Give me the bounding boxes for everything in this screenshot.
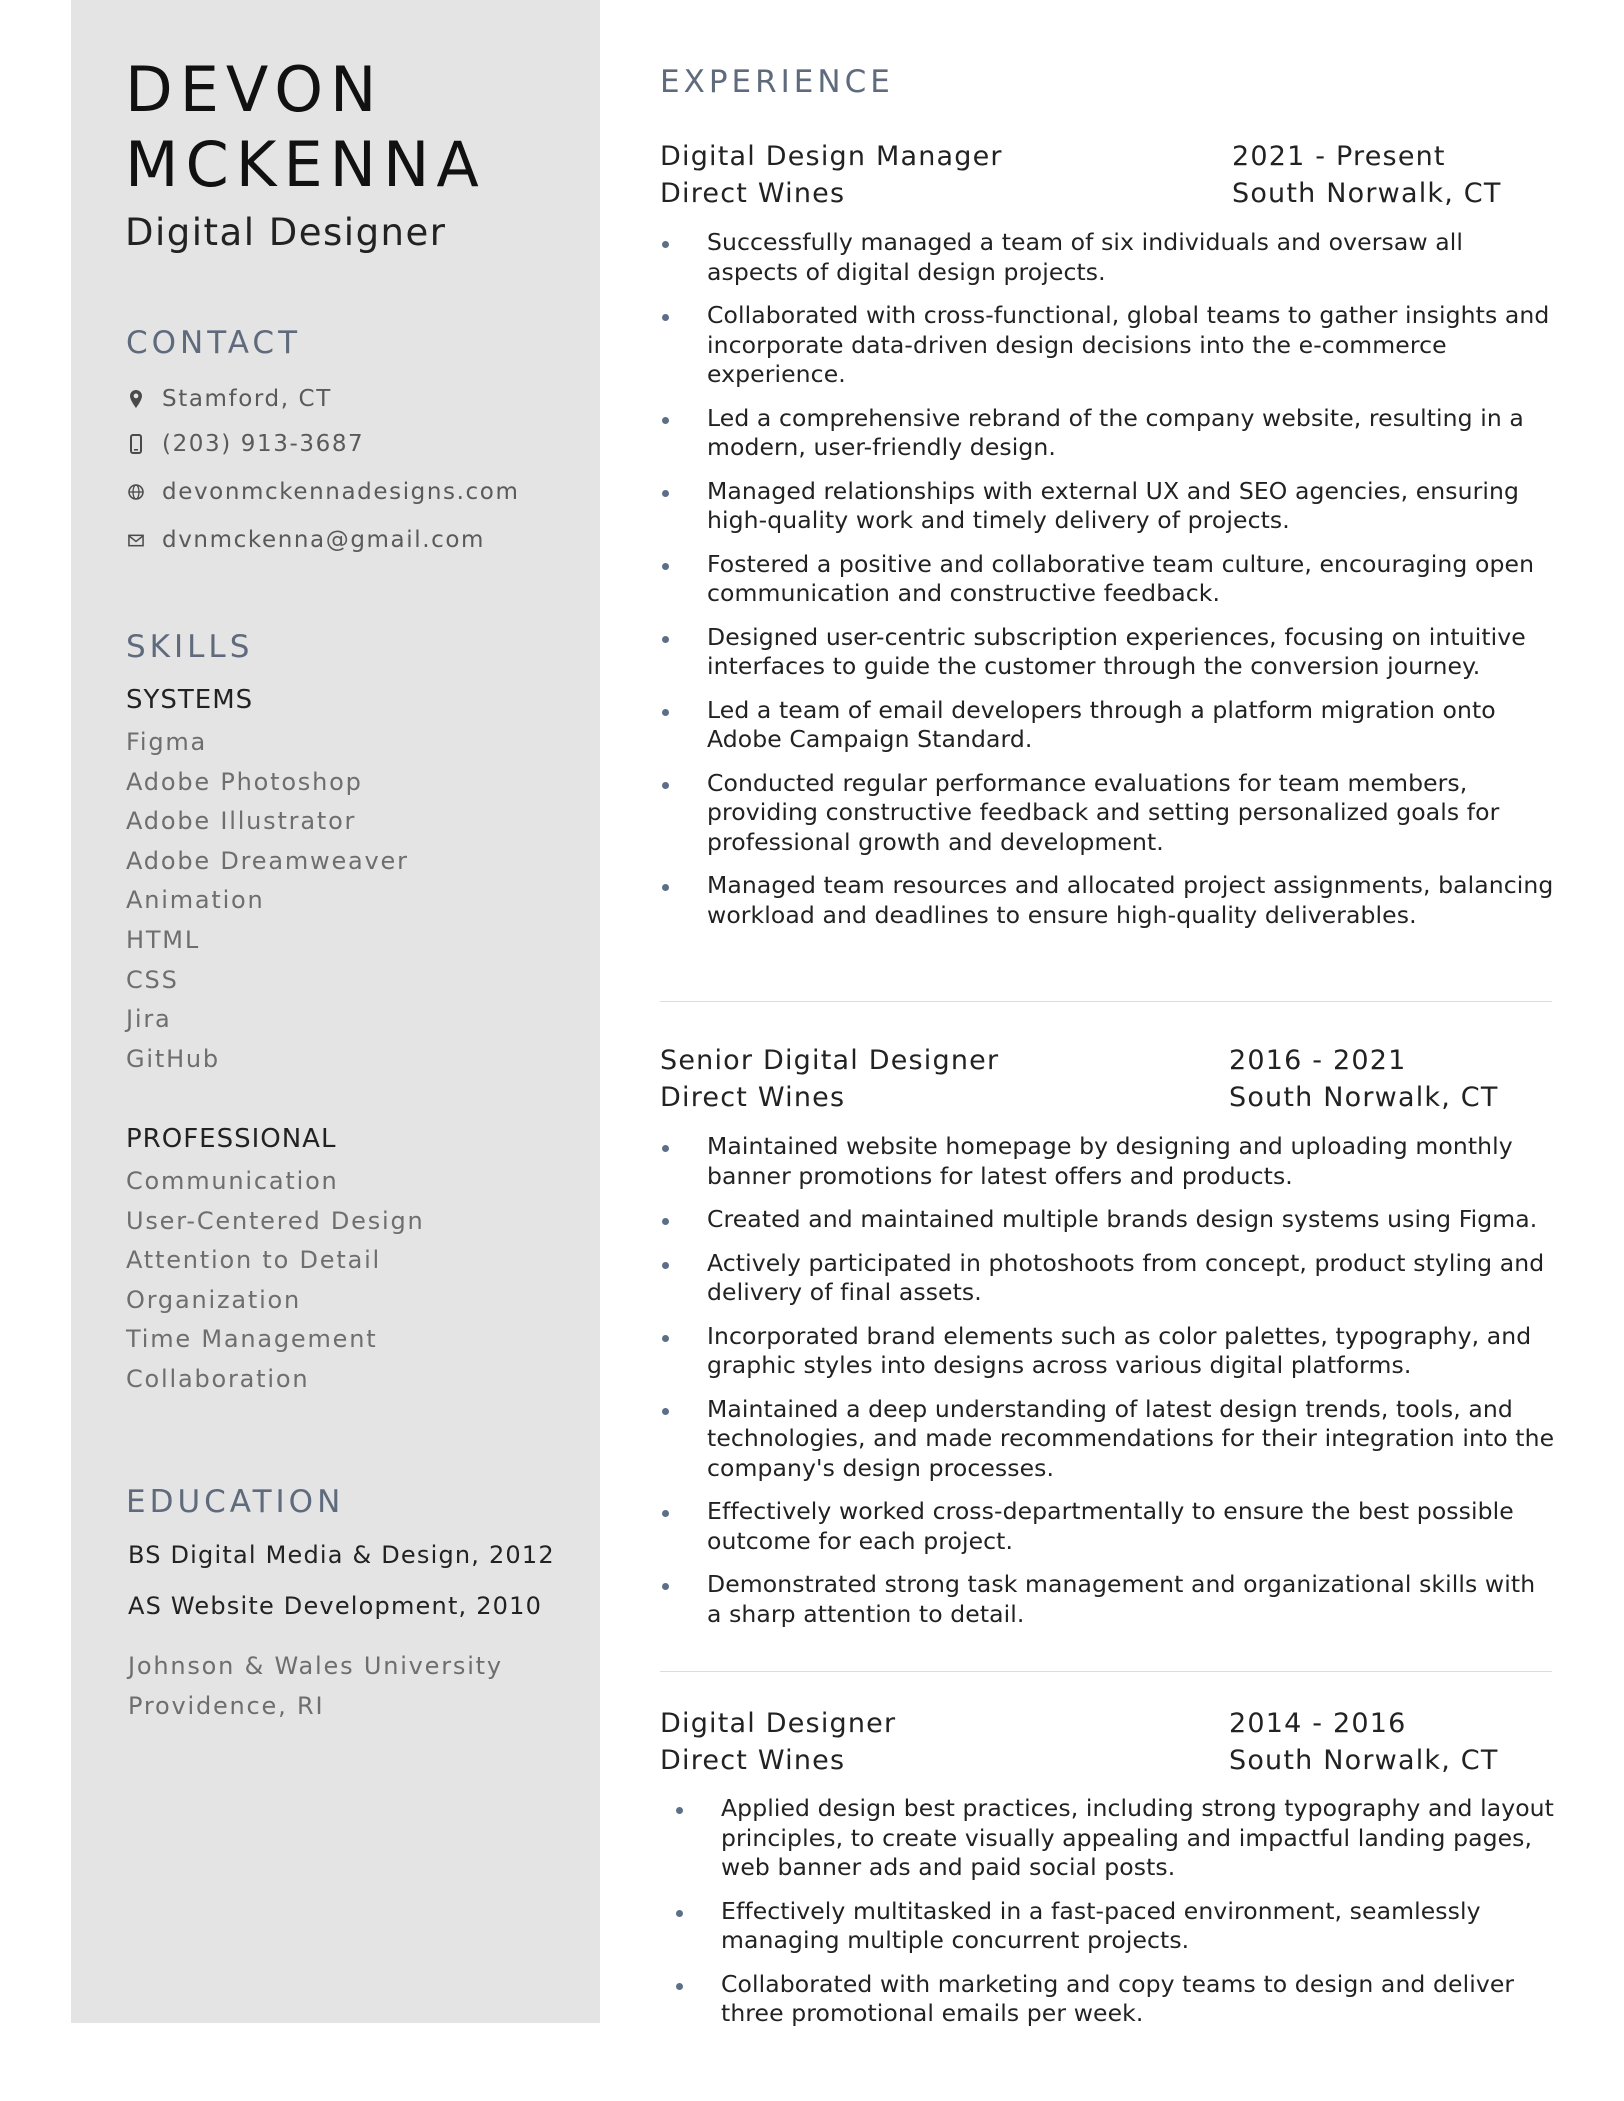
job-location: South Norwalk, CT [1232,178,1502,209]
skill-item: Adobe Illustrator [126,807,357,836]
job-bullet: Incorporated brand elements such as color palettes, typography, and graphic styles into designs across various digital platforms. [707,1322,1557,1381]
skill-item: Organization [126,1285,302,1314]
website-link[interactable]: devonmckennadesigns.com [162,479,520,505]
experience-heading: EXPERIENCE [660,64,894,100]
job-company: Direct Wines [660,178,846,209]
job-bullet: Managed team resources and allocated project assignments, balancing workload and deadlines to ensure high-quality deliverables. [707,871,1557,930]
job-bullet: Applied design best practices, including strong typography and layout principles, to create visually appealing and impactful landing pages, web banner ads and paid social posts. [721,1794,1557,1883]
skill-item: HTML [126,925,200,954]
job-location: South Norwalk, CT [1229,1082,1499,1113]
skill-item: Time Management [126,1325,378,1354]
skill-item: CSS [126,965,179,994]
job-bullet: Demonstrated strong task management and organizational skills with a sharp attention to detail. [707,1570,1557,1629]
job-bullet: Maintained website homepage by designing and uploading monthly banner promotions for latest offers and products. [707,1132,1557,1191]
job-dates: 2021 - Present [1232,141,1446,172]
job-bullet: Collaborated with cross-functional, global teams to gather insights and incorporate data-driven design decisions into the e-commerce experience. [707,301,1557,390]
job-bullet-list [707,228,1557,944]
skill-item: Animation [126,886,265,915]
professional-subheading: PROFESSIONAL [126,1124,337,1154]
skill-item: Collaboration [126,1364,310,1393]
job-bullet: Successfully managed a team of six individuals and oversaw all aspects of digital design projects. [707,228,1557,287]
name-line-last: MCKENNA [125,128,486,201]
skill-item: User-Centered Design [126,1206,425,1235]
job-title-heading: Digital Designer [125,211,447,254]
job-bullet: Actively participated in photoshoots from concept, product styling and delivery of final assets. [707,1249,1557,1308]
contact-heading: CONTACT [126,325,302,361]
school-name: Johnson & Wales University [128,1652,503,1680]
phone-icon [128,434,144,454]
job-title: Senior Digital Designer [660,1045,1000,1076]
globe-icon [128,482,144,502]
contact-location [128,386,332,412]
degree-bs: BS Digital Media & Design, 2012 [128,1541,555,1569]
section-divider [660,1001,1552,1002]
skill-item: Adobe Dreamweaver [126,846,409,875]
name-line-first: DEVON [125,53,384,126]
job-bullet: Led a team of email developers through a platform migration onto Adobe Campaign Standard. [707,696,1557,755]
contact-website[interactable] [128,479,519,505]
contact-email[interactable] [128,527,485,553]
school-location: Providence, RI [128,1692,325,1720]
job-bullet: Created and maintained multiple brands design systems using Figma. [707,1205,1557,1235]
section-divider [660,1671,1552,1672]
job-bullet-list [721,1794,1557,2043]
skill-item: Figma [126,728,208,756]
job-bullet: Collaborated with marketing and copy teams to design and deliver three promotional emails per week. [721,1970,1557,2029]
skill-item: Attention to Detail [126,1246,382,1275]
skill-item: GitHub [126,1044,220,1073]
job-title: Digital Design Manager [660,141,1003,172]
systems-skill-list [126,723,409,1079]
job-bullet: Designed user-centric subscription experiences, focusing on intuitive interfaces to guide the customer through the conversion journey. [707,623,1557,682]
phone-text: (203) 913-3687 [162,431,365,457]
envelope-icon [128,530,144,550]
job-dates: 2016 - 2021 [1229,1045,1407,1076]
email-link[interactable]: dvnmckenna@gmail.com [162,527,486,553]
job-bullet: Led a comprehensive rebrand of the company website, resulting in a modern, user-friendly design. [707,404,1557,463]
job-bullet: Conducted regular performance evaluations for team members, providing constructive feedback and setting personalized goals for professional growth and development. [707,769,1557,858]
job-bullet: Maintained a deep understanding of latest design trends, tools, and technologies, and made recommendations for their integration into the company's design processes. [707,1395,1557,1484]
skills-heading: SKILLS [126,629,254,665]
skill-item: Adobe Photoshop [126,767,363,796]
job-title: Digital Designer [660,1708,897,1739]
education-heading: EDUCATION [126,1484,345,1520]
contact-phone [128,431,364,457]
candidate-name [125,52,486,202]
job-company: Direct Wines [660,1082,846,1113]
systems-subheading: SYSTEMS [126,685,254,715]
professional-skill-list [126,1162,425,1400]
job-dates: 2014 - 2016 [1229,1708,1407,1739]
job-company: Direct Wines [660,1745,846,1776]
skill-item: Communication [126,1167,339,1195]
skill-item: Jira [126,1005,172,1034]
job-bullet: Effectively multitasked in a fast-paced environment, seamlessly managing multiple concurrent projects. [721,1897,1557,1956]
location-pin-icon [128,389,144,409]
job-bullet: Managed relationships with external UX and SEO agencies, ensuring high-quality work and timely delivery of projects. [707,477,1557,536]
job-bullet-list [707,1132,1557,1643]
job-bullet: Effectively worked cross-departmentally to ensure the best possible outcome for each project. [707,1497,1557,1556]
degree-as: AS Website Development, 2010 [128,1592,543,1620]
job-bullet: Fostered a positive and collaborative team culture, encouraging open communication and constructive feedback. [707,550,1557,609]
location-text: Stamford, CT [162,386,332,412]
job-location: South Norwalk, CT [1229,1745,1499,1776]
